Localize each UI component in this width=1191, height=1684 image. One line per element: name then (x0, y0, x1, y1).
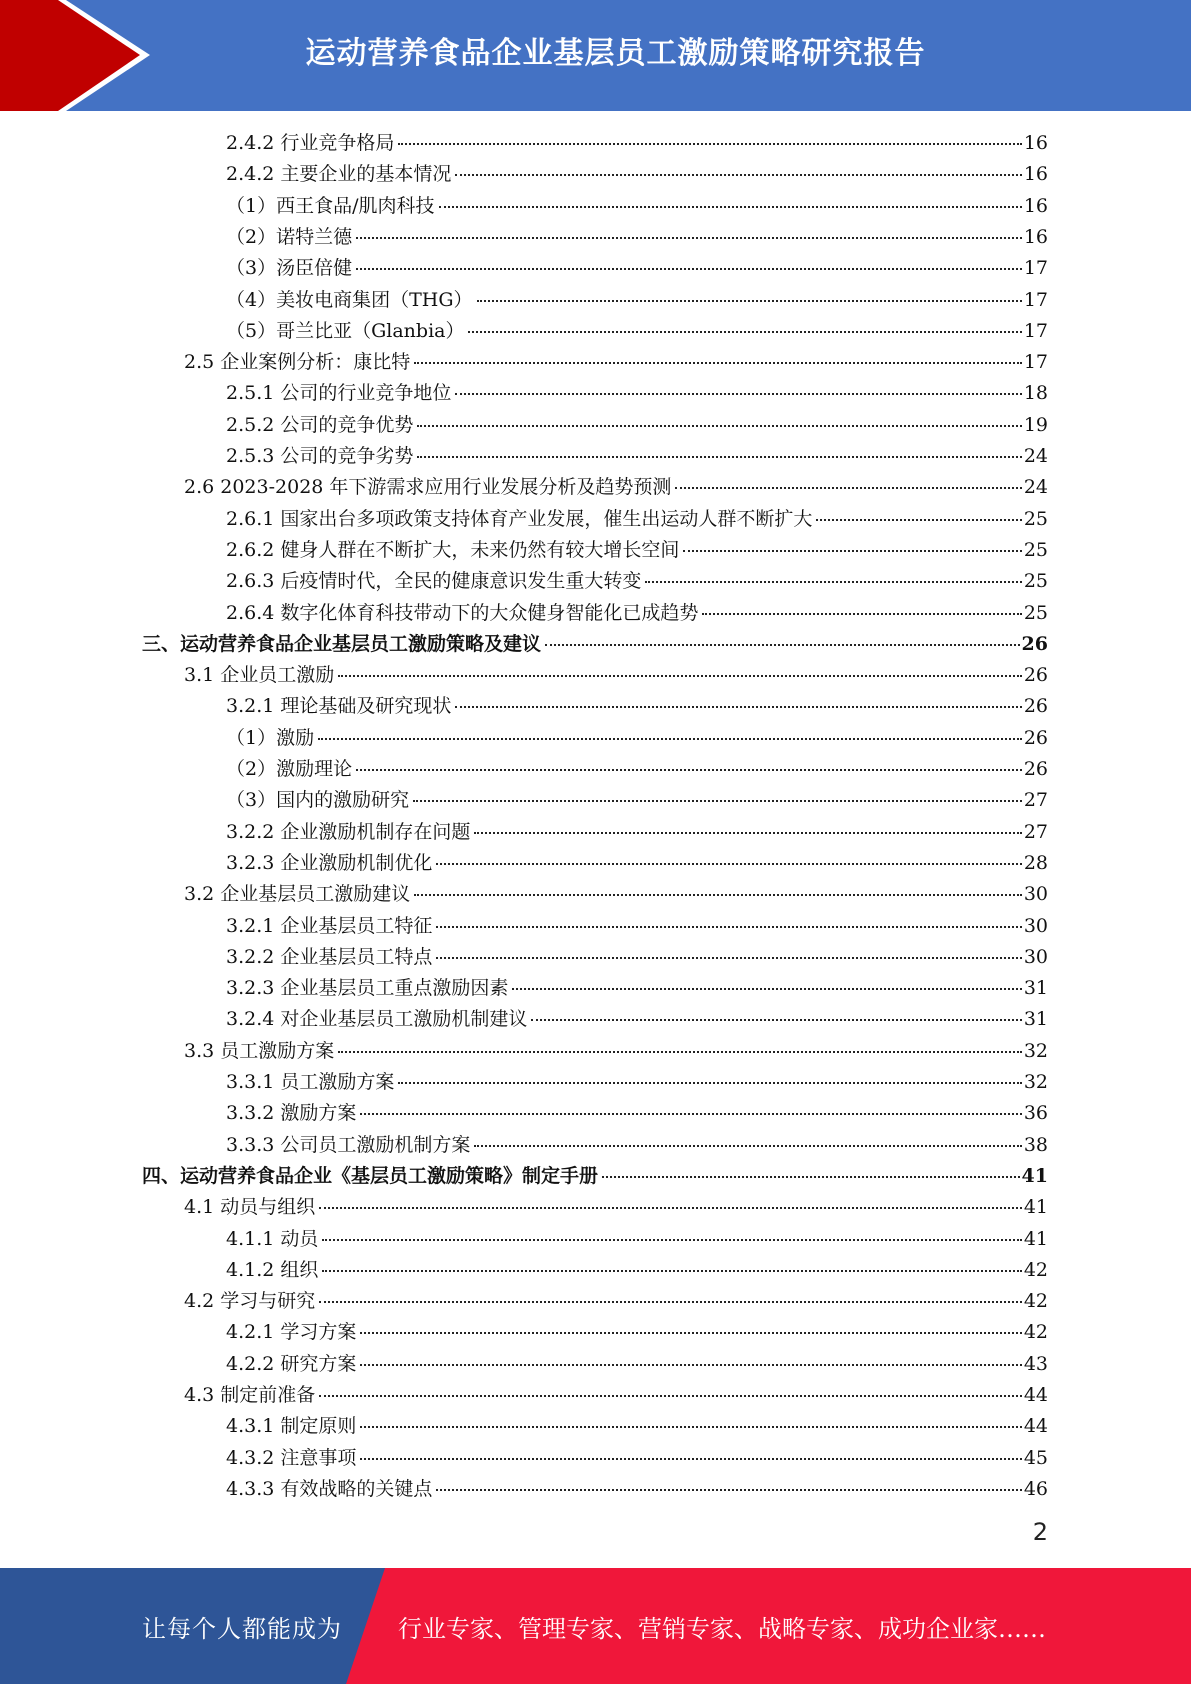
toc-dot-leader (439, 206, 1022, 208)
toc-entry-page: 38 (1023, 1133, 1048, 1156)
toc-dot-leader (360, 1332, 1021, 1334)
toc-entry-page: 26 (1023, 695, 1048, 718)
toc-entry[interactable] (226, 159, 1048, 190)
toc-dot-leader (319, 1207, 1022, 1209)
toc-dot-leader (436, 863, 1021, 865)
toc-entry[interactable] (226, 848, 1048, 879)
toc-entry-title: 4.1 动员与组织 (184, 1196, 316, 1219)
toc-dot-leader (455, 706, 1021, 708)
toc-entry-page: 25 (1023, 601, 1048, 624)
toc-entry-title: 三、运动营养食品企业基层员工激励策略及建议 (142, 632, 542, 655)
toc-entry[interactable] (142, 1161, 1048, 1192)
toc-dot-leader (417, 456, 1021, 458)
toc-entry[interactable] (184, 1380, 1048, 1411)
toc-dot-leader (683, 550, 1021, 552)
toc-entry-title: 4.2.1 学习方案 (226, 1321, 357, 1344)
footer-slogan-right: 行业专家、管理专家、营销专家、战略专家、成功企业家…… (398, 1614, 1046, 1643)
toc-entry-page: 36 (1023, 1102, 1048, 1125)
page-header (0, 0, 1191, 111)
toc-dot-leader (360, 1364, 1021, 1366)
toc-entry-title: 3.2.2 企业基层员工特点 (226, 945, 433, 968)
toc-entry-title: 3.3.2 激励方案 (226, 1102, 357, 1125)
toc-dot-leader (322, 1239, 1021, 1241)
toc-dot-leader (675, 487, 1021, 489)
toc-entry-title: 3.2.4 对企业基层员工激励机制建议 (226, 1008, 528, 1031)
toc-entry-page: 24 (1023, 476, 1048, 499)
toc-dot-leader (356, 237, 1022, 239)
toc-entry[interactable] (226, 316, 1048, 347)
toc-dot-leader (413, 800, 1022, 802)
toc-entry-page: 17 (1023, 351, 1048, 374)
toc-entry-title: 3.2.1 企业基层员工特征 (226, 914, 433, 937)
toc-entry[interactable] (226, 1098, 1048, 1129)
toc-entry[interactable] (184, 472, 1048, 503)
toc-entry[interactable] (226, 253, 1048, 284)
toc-entry-title: 2.4.2 主要企业的基本情况 (226, 163, 452, 186)
toc-entry-title: 4.3.1 制定原则 (226, 1415, 357, 1438)
toc-entry-page: 46 (1023, 1477, 1048, 1500)
toc-entry-page: 30 (1023, 945, 1048, 968)
toc-entry[interactable] (226, 1130, 1048, 1161)
toc-dot-leader (455, 393, 1021, 395)
toc-entry[interactable] (226, 1411, 1048, 1442)
toc-dot-leader (455, 174, 1021, 176)
toc-dot-leader (702, 613, 1021, 615)
toc-entry[interactable] (226, 410, 1048, 441)
toc-entry-page: 25 (1023, 570, 1048, 593)
toc-dot-leader (356, 268, 1022, 270)
toc-entry-title: 4.3.3 有效战略的关键点 (226, 1477, 433, 1500)
toc-entry-page: 41 (1023, 1227, 1048, 1250)
toc-entry[interactable] (226, 191, 1048, 222)
toc-dot-leader (602, 1176, 1020, 1178)
toc-entry-page: 45 (1023, 1446, 1048, 1469)
toc-entry-title: 2.5.1 公司的行业竞争地位 (226, 382, 452, 405)
toc-entry-title: 3.1 企业员工激励 (184, 664, 335, 687)
toc-entry-title: 4.2 学习与研究 (184, 1290, 316, 1313)
toc-dot-leader (417, 425, 1021, 427)
toc-entry-title: （3）国内的激励研究 (226, 789, 410, 812)
toc-entry-title: 2.6 2023-2028 年下游需求应用行业发展分析及趋势预测 (184, 476, 672, 499)
toc-entry[interactable] (226, 598, 1048, 629)
toc-dot-leader (398, 143, 1021, 145)
toc-entry-title: 3.2.3 企业激励机制优化 (226, 851, 433, 874)
toc-entry-page: 26 (1021, 632, 1048, 655)
toc-entry-page: 30 (1023, 914, 1048, 937)
toc-entry-page: 25 (1023, 538, 1048, 561)
toc-entry-title: 2.5 企业案例分析：康比特 (184, 351, 411, 374)
toc-dot-leader (645, 581, 1021, 583)
toc-entry-page: 41 (1021, 1164, 1048, 1187)
toc-entry[interactable] (226, 504, 1048, 535)
toc-entry-title: 2.6.4 数字化体育科技带动下的大众健身智能化已成趋势 (226, 601, 699, 624)
toc-dot-leader (319, 1301, 1022, 1303)
toc-entry[interactable] (226, 128, 1048, 159)
toc-dot-leader (338, 1051, 1022, 1053)
toc-entry-title: （1）西王食品/肌肉科技 (226, 194, 435, 217)
toc-dot-leader (436, 926, 1021, 928)
toc-dot-leader (474, 1145, 1021, 1147)
toc-entry-title: 2.5.2 公司的竞争优势 (226, 413, 414, 436)
toc-dot-leader (414, 894, 1022, 896)
toc-dot-leader (468, 331, 1021, 333)
toc-entry[interactable] (226, 1004, 1048, 1035)
toc-dot-leader (360, 1113, 1021, 1115)
toc-entry-page: 44 (1023, 1415, 1048, 1438)
toc-entry[interactable] (226, 535, 1048, 566)
toc-entry-title: 4.2.2 研究方案 (226, 1352, 357, 1375)
toc-entry-title: 2.6.3 后疫情时代，全民的健康意识发生重大转变 (226, 570, 642, 593)
toc-entry-title: （1）激励 (226, 726, 315, 749)
toc-entry-page: 28 (1023, 851, 1048, 874)
toc-dot-leader (322, 1270, 1021, 1272)
toc-entry[interactable] (226, 222, 1048, 253)
toc-entry-page: 16 (1023, 225, 1048, 248)
toc-entry-page: 16 (1023, 194, 1048, 217)
toc-dot-leader (319, 1395, 1022, 1397)
toc-entry[interactable] (184, 1286, 1048, 1317)
toc-entry-page: 19 (1023, 413, 1048, 436)
toc-entry[interactable] (226, 378, 1048, 409)
toc-entry-title: 3.2.3 企业基层员工重点激励因素 (226, 977, 509, 1000)
toc-entry[interactable] (226, 754, 1048, 785)
toc-entry-page: 32 (1023, 1071, 1048, 1093)
toc-dot-leader (318, 738, 1022, 740)
toc-entry-page: 41 (1023, 1196, 1048, 1219)
toc-entry-page: 43 (1023, 1352, 1048, 1375)
toc-entry-title: 3.3 员工激励方案 (184, 1039, 335, 1062)
toc-entry-title: 2.6.1 国家出台多项政策支持体育产业发展，催生出运动人群不断扩大 (226, 507, 813, 530)
toc-dot-leader (360, 1426, 1021, 1428)
toc-entry-title: （5）哥兰比亚（Glanbia） (226, 319, 465, 342)
toc-entry-page: 18 (1023, 382, 1048, 405)
toc-entry-title: 2.4.2 行业竞争格局 (226, 132, 395, 154)
toc-entry[interactable] (226, 817, 1048, 848)
toc-entry[interactable] (184, 1036, 1048, 1067)
toc-entry-page: 26 (1023, 758, 1048, 780)
toc-entry-title: 3.3.1 员工激励方案 (226, 1071, 395, 1093)
toc-dot-leader (531, 1019, 1021, 1021)
toc-entry-title: 四、运动营养食品企业《基层员工激励策略》制定手册 (142, 1164, 599, 1187)
toc-entry-page: 30 (1023, 883, 1048, 906)
toc-entry-title: 4.1.2 组织 (226, 1258, 319, 1281)
toc-entry-page: 27 (1023, 820, 1048, 843)
toc-entry-page: 25 (1023, 507, 1048, 530)
toc-entry[interactable] (226, 1255, 1048, 1286)
toc-entry-title: （4）美妆电商集团（THG） (226, 288, 473, 311)
page-footer (0, 1568, 1191, 1684)
toc-dot-leader (360, 1458, 1021, 1460)
toc-entry[interactable] (226, 1349, 1048, 1380)
toc-entry-page: 44 (1023, 1384, 1048, 1406)
toc-entry-title: 3.2 企业基层员工激励建议 (184, 883, 411, 906)
toc-dot-leader (338, 675, 1022, 677)
toc-entry-title: 3.2.2 企业激励机制存在问题 (226, 820, 471, 843)
toc-entry-page: 16 (1023, 132, 1048, 154)
toc-dot-leader (477, 300, 1022, 302)
toc-entry-page: 42 (1023, 1258, 1048, 1281)
footer-slogan-left: 让每个人都能成为 (142, 1614, 342, 1643)
toc-entry-page: 31 (1023, 1008, 1048, 1031)
document-title: 运动营养食品企业基层员工激励策略研究报告 (305, 36, 926, 71)
toc-entry-title: 4.3 制定前准备 (184, 1384, 316, 1406)
toc-dot-leader (474, 832, 1021, 834)
toc-entry[interactable] (226, 942, 1048, 973)
toc-entry-title: 2.6.2 健身人群在不断扩大，未来仍然有较大增长空间 (226, 538, 680, 561)
toc-entry[interactable] (226, 1474, 1048, 1505)
toc-entry-page: 17 (1023, 288, 1048, 311)
toc-dot-leader (545, 644, 1020, 646)
toc-entry-title: （2）诺特兰德 (226, 225, 353, 248)
toc-dot-leader (356, 769, 1022, 771)
toc-entry[interactable] (226, 911, 1048, 942)
toc-entry[interactable] (226, 1317, 1048, 1348)
toc-entry-page: 42 (1023, 1321, 1048, 1344)
toc-entry[interactable] (226, 1224, 1048, 1255)
toc-entry-page: 31 (1023, 977, 1048, 1000)
toc-entry-title: 3.2.1 理论基础及研究现状 (226, 695, 452, 718)
toc-entry[interactable] (184, 1192, 1048, 1223)
toc-dot-leader (512, 988, 1021, 990)
toc-entry[interactable] (184, 660, 1048, 691)
toc-entry[interactable] (226, 973, 1048, 1004)
toc-dot-leader (398, 1082, 1021, 1084)
toc-entry[interactable] (226, 691, 1048, 722)
toc-entry-title: 2.5.3 公司的竞争劣势 (226, 445, 414, 467)
toc-entry-title: 4.1.1 动员 (226, 1227, 319, 1250)
toc-entry-page: 27 (1023, 789, 1048, 812)
toc-entry-title: （3）汤臣倍健 (226, 257, 353, 280)
toc-entry-page: 26 (1023, 726, 1048, 749)
toc-entry-page: 26 (1023, 664, 1048, 687)
toc-entry-title: 3.3.3 公司员工激励机制方案 (226, 1133, 471, 1156)
toc-entry[interactable] (226, 441, 1048, 472)
toc-dot-leader (436, 957, 1021, 959)
toc-entry-title: 4.3.2 注意事项 (226, 1446, 357, 1469)
toc-entry-title: （2）激励理论 (226, 758, 353, 780)
toc-dot-leader (414, 362, 1022, 364)
toc-entry[interactable] (226, 723, 1048, 754)
toc-entry[interactable] (226, 785, 1048, 816)
toc-entry[interactable] (184, 347, 1048, 378)
toc-entry-page: 17 (1023, 319, 1048, 342)
toc-entry[interactable] (226, 285, 1048, 316)
toc-entry[interactable] (142, 629, 1048, 660)
toc-entry-page: 17 (1023, 257, 1048, 280)
toc-dot-leader (816, 519, 1021, 521)
page-number: 2 (1032, 1518, 1048, 1546)
toc-entry[interactable] (184, 879, 1048, 910)
toc-entry[interactable] (226, 1067, 1048, 1098)
toc-entry-page: 32 (1023, 1039, 1048, 1062)
toc-entry[interactable] (226, 566, 1048, 597)
toc-entry[interactable] (226, 1443, 1048, 1474)
toc-dot-leader (436, 1489, 1021, 1491)
toc-entry-page: 16 (1023, 163, 1048, 186)
toc-entry-page: 24 (1023, 445, 1048, 467)
toc-entry-page: 42 (1023, 1290, 1048, 1313)
